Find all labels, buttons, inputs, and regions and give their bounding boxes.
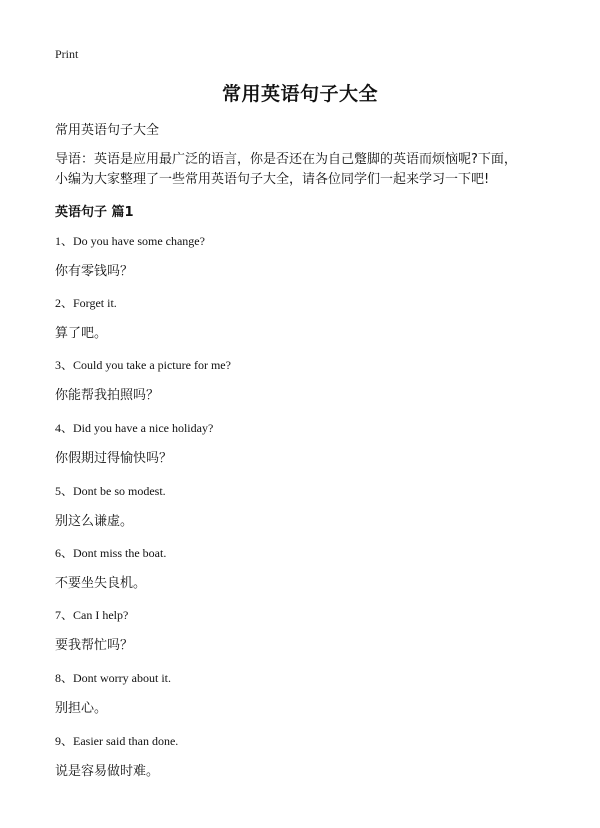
chinese-translation: 你能帮我拍照吗？ bbox=[55, 388, 160, 403]
chinese-translation: 要我帮忙吗？ bbox=[55, 638, 134, 653]
sentence-item-9 bbox=[55, 733, 545, 781]
page-title: 常用英语句子大全 bbox=[221, 83, 378, 105]
sentence-item-5 bbox=[55, 483, 545, 531]
intro-line-2: 小编为大家整理了一些常用英语句子大全，请各位同学们一起来学习一下吧! bbox=[55, 172, 490, 187]
document-subtitle: 常用英语句子大全 bbox=[55, 123, 160, 138]
sentence-item-4 bbox=[55, 420, 545, 468]
sentence-item-3 bbox=[55, 357, 545, 405]
chinese-translation: 别担心。 bbox=[55, 701, 108, 716]
sentence-item-7 bbox=[55, 607, 545, 655]
english-sentence: 4、Did you have a nice holiday? bbox=[55, 421, 214, 435]
english-sentence: 6、Dont miss the boat. bbox=[55, 546, 167, 560]
chinese-translation: 不要坐失良机。 bbox=[55, 576, 147, 591]
sentence-item-2 bbox=[55, 295, 545, 343]
sentence-item-6 bbox=[55, 545, 545, 593]
english-sentence: 1、Do you have some change? bbox=[55, 234, 205, 248]
sentence-item-8 bbox=[55, 670, 545, 718]
intro-paragraph bbox=[55, 150, 545, 190]
sentence-item-1 bbox=[55, 233, 545, 281]
chinese-translation: 说是容易做时难。 bbox=[55, 764, 160, 779]
english-sentence: 8、Dont worry about it. bbox=[55, 671, 171, 685]
english-sentence: 9、Easier said than done. bbox=[55, 734, 179, 748]
intro-line-1: 导语：英语是应用最广泛的语言，你是否还在为自己蹩脚的英语而烦恼呢?下面， bbox=[55, 152, 517, 167]
english-sentence: 7、Can I help? bbox=[55, 608, 129, 622]
print-label: Print bbox=[55, 47, 79, 61]
english-sentence: 3、Could you take a picture for me? bbox=[55, 358, 231, 372]
english-sentence: 5、Dont be so modest. bbox=[55, 484, 166, 498]
chinese-translation: 你假期过得愉快吗？ bbox=[55, 451, 173, 466]
english-sentence: 2、Forget it. bbox=[55, 296, 117, 310]
chinese-translation: 你有零钱吗？ bbox=[55, 264, 134, 279]
chinese-translation: 算了吧。 bbox=[55, 326, 108, 341]
section-heading: 英语句子 篇1 bbox=[55, 205, 134, 220]
chinese-translation: 别这么谦虚。 bbox=[55, 514, 134, 529]
